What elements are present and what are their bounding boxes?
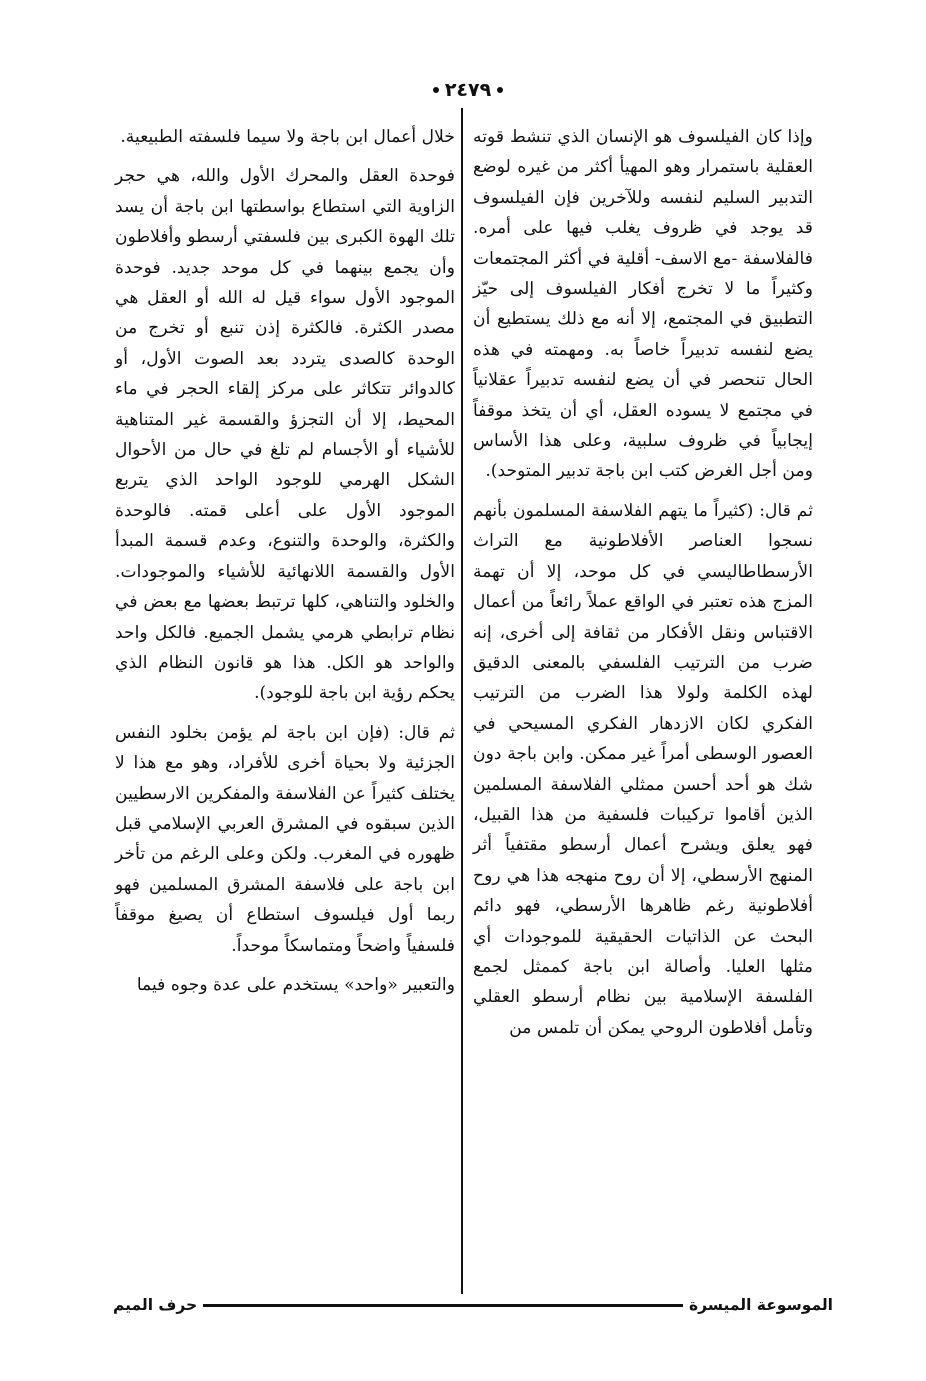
paragraph: خلال أعمال ابن باجة ولا سيما فلسفته الطبيعية. — [120, 127, 455, 147]
ornament-dot-icon — [433, 87, 439, 93]
footer-rule — [203, 1304, 683, 1307]
ornament-dot-icon — [497, 87, 503, 93]
right-column — [473, 122, 813, 1043]
page-footer — [113, 1293, 833, 1317]
page-number-text: ٢٤٧٩ — [444, 79, 492, 101]
paragraph: ثم قال: (فإن ابن باجة لم يؤمن بخلود النفس الجزئية ولا بحياة أخرى للأفراد، وهو مع هذا لا يختلف كثيراً عن الفلاسفة والمفكرين الارسطيين الذين سبقوه في المشرق العربي الإسلامي قبل ظهوره في المغرب. ولكن وعلى الرغم من تأخر ابن باجة على فلاسفة المشرق المسلمين فهو ربما أول فيلسوف استطاع أن يصيغ موقفاً فلسفياً واضحاً ومتماسكاً موحداً. — [115, 722, 455, 956]
paragraph: ثم قال: (كثيراً ما يتهم الفلاسفة المسلمون بأنهم نسجوا العناصر الأفلاطونية مع التراث الأرسطاطاليسي في كل موحد، إلا أن تهمة المزج هذه تعتبر في الواقع عملاً رائعاً من أعمال الاقتباس ونقل الأفكار من ثقافة إلى أخرى، إنه ضرب من الترتيب الفلسفي بالمعنى الدقيق لهذه الكلمة ولولا هذا الضرب من الترتيب الفكري لكان الازدهار الفكري المسيحي في العصور الوسطى أمراً غير ممكن. وابن باجة دون شك هو أحد أحسن ممثلي الفلاسفة المسلمين الذين أقاموا تركيبات فلسفية من هذا القبيل، فهو يعلق ويشرح أعمال أرسطو مقتفياً أثر المنهج الأرسطي، إلا أن روح منهجه هذا هي روح أفلاطونية رغم ظاهرها الأرسطي، فهو دائم البحث عن الذاتيات الحقيقية للموجودات أي مثلها العليا. وأصالة ابن باجة كممثل لجمع الفلسفة الإسلامية بين نظام أرسطو العقلي وتأمل أفلاطون الروحي يمكن أن تلمس من — [473, 500, 813, 1038]
paragraph: وإذا كان الفيلسوف هو الإنسان الذي تنشط قوته العقلية باستمرار وهو المهيأ أكثر من غيره لوضع التدبير السليم لنفسه وللآخرين فإن الفيلسوف قد يوجد في ظروف يغلب فيها على أمره. فالفلاسفة -مع الاسف- أقلية في أكثر المجتمعات وكثيراً ما لا تخرج أفكار الفيلسوف إلى حيّز التطبيق في المجتمع، إلا أنه مع ذلك يستطيع أن يضع لنفسه تدبيراً خاصاً به. ومهمته في هذه الحال تنحصر في أن يضع لنفسه تدبيراً عقلانياً في مجتمع لا يسوده العقل، أي أن يتخذ موقفاً إيجابياً في ظروف سلبية، وعلى هذا الأساس ومن أجل الغرض كتب ابن باجة تدبير المتوحد). — [473, 127, 813, 482]
book-title: الموسوعة الميسرة — [688, 1296, 833, 1314]
left-column — [115, 122, 455, 1000]
column-divider — [461, 108, 463, 1294]
paragraph: فوحدة العقل والمحرك الأول والله، هي حجر الزاوية التي استطاع بواسطتها ابن باجة أن يسد تلك الهوة الكبرى بين فلسفتي أرسطو وأفلاطون وأن يجمع بينهما في كل موحد جديد. فوحدة الموجود الأول سواء قيل له الله أو العقل هي مصدر الكثرة. فالكثرة إذن تنبع أو تخرج من الوحدة كالصدى يتردد بعد الصوت الأول، أو كالدوائر تتكاثر على مركز إلقاء الحجر في ماء المحيط، إلا أن التجزؤ والقسمة غير المتناهية للأشياء أو الأجسام لم تلغ في حال من الأحوال الشكل الهرمي للوجود الواحد الذي يتربع الموجود الأول على أعلى قمته. فالوحدة والكثرة، والوحدة والتنوع، وعدم قسمة المبدأ الأول والقسمة اللانهائية للأشياء والموجودات. والخلود والتناهي، كلها ترتبط بعضها مع بعض في نظام ترابطي هرمي يشمل الجميع. فالكل واحد والواحد هو الكل. هذا هو قانون النظام الذي يحكم رؤية ابن باجة للوجود). — [115, 166, 455, 704]
page-number — [423, 76, 513, 104]
paragraph: والتعبير «واحد» يستخدم على عدة وجوه فيما — [136, 974, 455, 995]
section-label: حرف الميم — [113, 1296, 198, 1314]
